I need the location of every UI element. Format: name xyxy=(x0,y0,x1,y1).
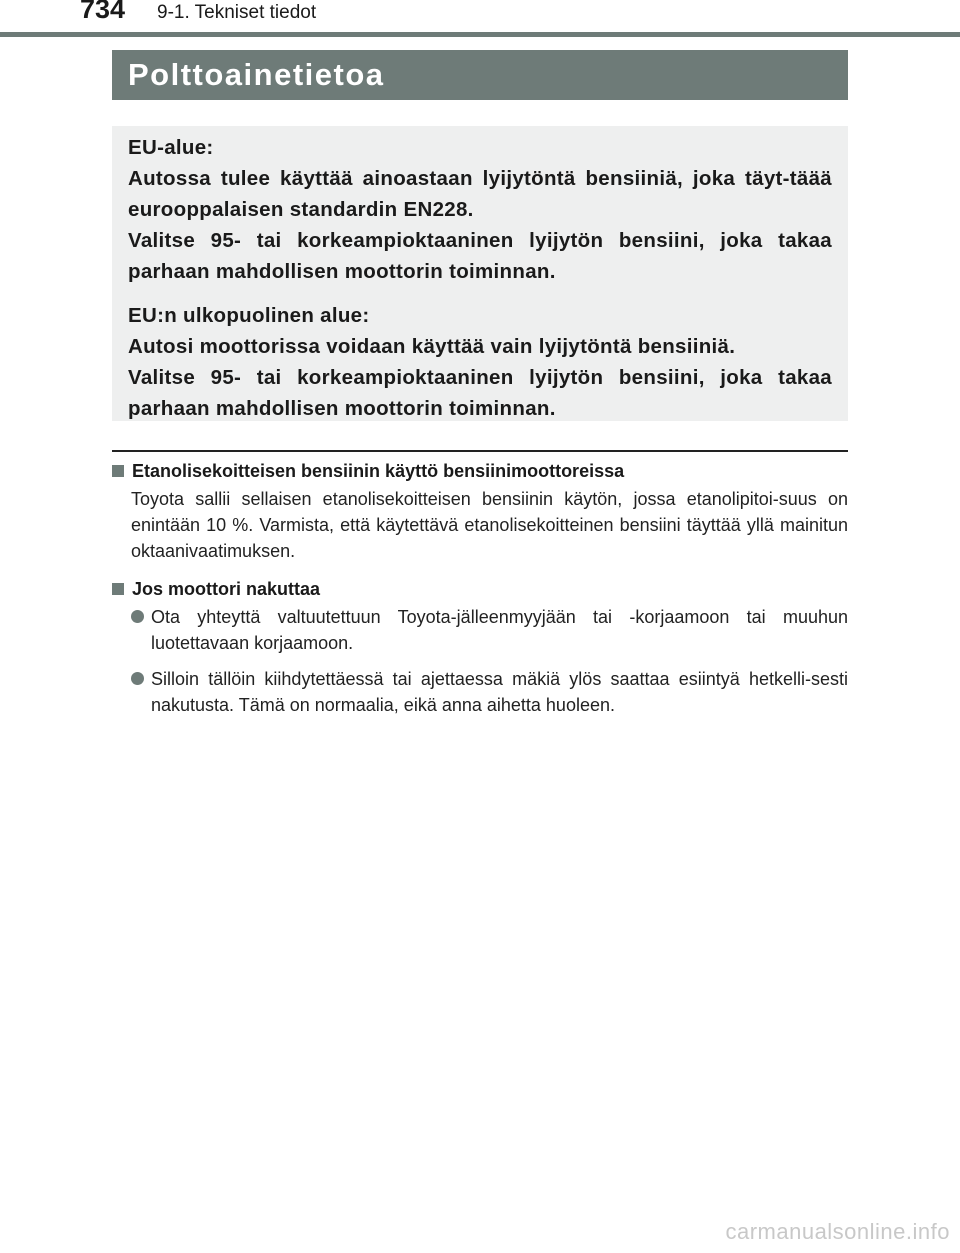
page-header xyxy=(0,0,960,40)
note-knocking xyxy=(112,576,848,718)
note-ethanol xyxy=(112,458,848,564)
non-eu-octane-recommendation: Valitse 95- tai korkeampioktaaninen lyijytön bensiini, joka takaa parhaan mahdollisen moottorin toiminnan. xyxy=(128,366,832,420)
note-heading-text: Etanolisekoitteisen bensiinin käyttö bensiinimoottoreissa xyxy=(132,461,625,481)
square-bullet-icon xyxy=(112,465,124,477)
note-heading-text: Jos moottori nakuttaa xyxy=(132,579,321,599)
eu-heading: EU-alue: xyxy=(128,136,214,159)
watermark: carmanualsonline.info xyxy=(725,1219,950,1244)
eu-requirement: Autossa tulee käyttää ainoastaan lyijytöntä bensiiniä, joka täyt-täää eurooppalaisen standardin EN228. xyxy=(128,167,832,221)
section-label: 9-1. Tekniset tiedot xyxy=(157,2,317,23)
fuel-info-box xyxy=(112,126,848,421)
notes-section xyxy=(112,458,848,718)
section-divider xyxy=(112,450,848,452)
non-eu-requirement: Autosi moottorissa voidaan käyttää vain lyijytöntä bensiiniä. xyxy=(128,335,736,358)
list-item-text: Silloin tällöin kiihdytettäessä tai ajettaessa mäkiä ylös saattaa esiintyä hetkelli-sesti nakutusta. Tämä on normaalia, eikä anna aihetta huoleen. xyxy=(151,669,848,715)
note-body: Toyota sallii sellaisen etanolisekoitteisen bensiinin käytön, jossa etanolipitoi-suus on enintään 10 %. Varmista, että käytettävä etanolisekoitteinen bensiini täyttää yllä mainitun oktaanivaatimuksen. xyxy=(131,489,848,561)
title-bar xyxy=(112,50,848,100)
note-heading xyxy=(112,576,848,602)
page-title: Polttoainetietoa xyxy=(128,57,385,92)
page-number: 734 xyxy=(80,0,126,24)
circle-bullet-icon xyxy=(131,610,144,623)
header-rule xyxy=(0,32,960,37)
non-eu-heading: EU:n ulkopuolinen alue: xyxy=(128,304,370,327)
note-heading xyxy=(112,458,848,484)
list-item xyxy=(112,666,848,718)
spacer xyxy=(128,287,832,300)
circle-bullet-icon xyxy=(131,672,144,685)
square-bullet-icon xyxy=(112,583,124,595)
list-item xyxy=(112,604,848,656)
list-item-text: Ota yhteyttä valtuutettuun Toyota-jälleenmyyjään tai -korjaamoon tai muuhun luotettavaan korjaamoon. xyxy=(151,607,848,653)
eu-octane-recommendation: Valitse 95- tai korkeampioktaaninen lyijytön bensiini, joka takaa parhaan mahdollisen moottorin toiminnan. xyxy=(128,229,832,283)
